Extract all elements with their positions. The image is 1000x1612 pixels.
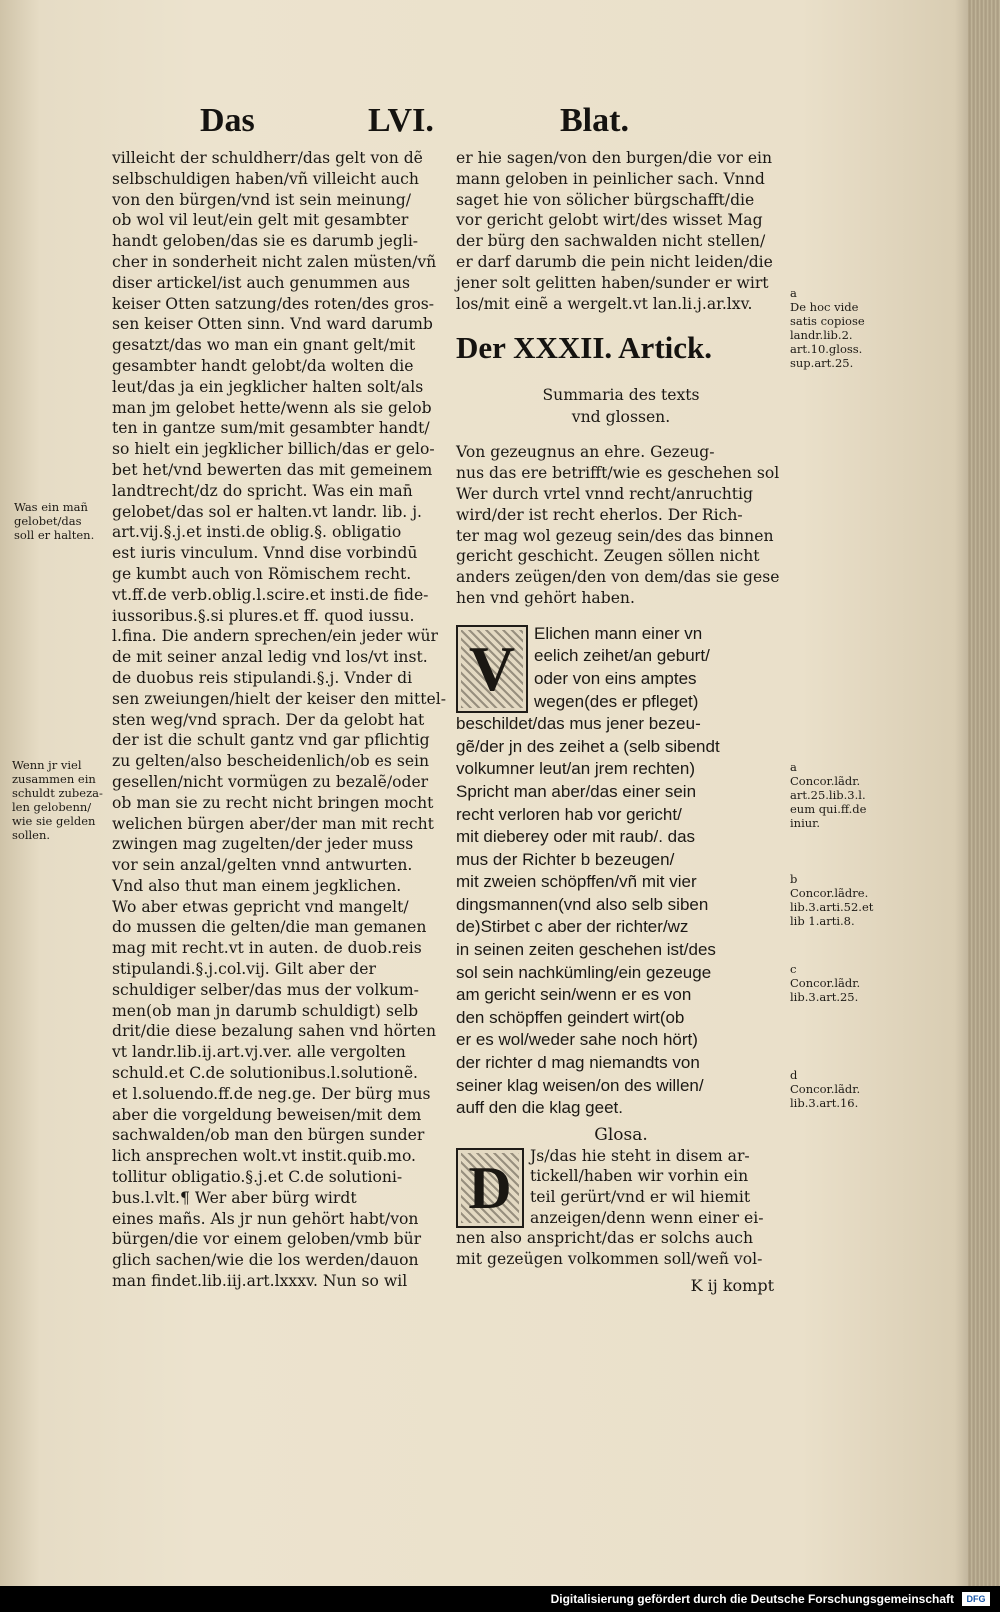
text-line: sten weg/vnd sprach. Der da gelobt hat [112, 710, 425, 729]
text-line: den schöpffen geindert wirt(ob [456, 1007, 685, 1027]
text-line: mit gezeügen volkommen soll/weñ vol- [456, 1249, 763, 1268]
text-line: b [790, 872, 798, 886]
text-line: ge kumbt auch von Römischem recht. [112, 564, 412, 583]
initial-letter: V [468, 632, 516, 704]
text-line: leut/das ja ein jegklicher halten solt/als [112, 377, 424, 396]
text-line: et l.soluendo.ff.de neg.ge. Der bürg mus [112, 1084, 431, 1103]
text-line: lib 1.arti.8. [790, 914, 855, 928]
text-line: a [790, 760, 797, 774]
text-line: recht verloren hab vor gericht/ [456, 804, 682, 824]
left-margin-note [12, 758, 103, 842]
text-line: nus das ere betrifft/wie es geschehen sol [456, 464, 780, 483]
text-line: diser artickel/ist auch genummen aus [112, 273, 410, 292]
text-line: mag mit recht.vt in auten. de duob.reis [112, 939, 422, 958]
text-line: schuld.et C.de solutionibus.l.solutionẽ. [112, 1064, 419, 1083]
text-line: Elichen mann einer vn [534, 623, 703, 643]
text-line: Concor.lãdr. [790, 774, 861, 788]
glosa-body [456, 1146, 786, 1270]
text-line: der ist die schult gantz vnd gar pflichtig [112, 731, 430, 750]
text-line: stipulandi.§.j.col.vij. Gilt aber der [112, 960, 376, 979]
text-line: De hoc vide [790, 300, 859, 314]
text-line: Js/das hie steht in disem ar- [530, 1146, 750, 1165]
text-line: Wo aber etwas gepricht vnd mangelt/ [112, 897, 409, 916]
text-line: gẽ/der jn des zeihet a (selb sibendt [456, 736, 720, 756]
text-line: Vnd also thut man einem jegklichen. [112, 876, 402, 895]
header-left: Das [200, 102, 255, 139]
text-line: schuldiger selber/das mus der volkum- [112, 980, 419, 999]
text-line: eelich zeihet/an geburt/ [534, 646, 710, 666]
text-line: los/mit einẽ a wergelt.vt lan.li.j.ar.lxv. [456, 294, 753, 313]
right-margin-note [790, 962, 860, 1004]
page-edge [968, 0, 1000, 1612]
text-line: man findet.lib.iij.art.lxxxv. Nun so wil [112, 1272, 408, 1291]
text-line: am gericht sein/wenn er es von [456, 985, 692, 1005]
right-margin-note [790, 286, 865, 370]
text-line: gesambter handt gelobt/da wolten die [112, 356, 414, 375]
text-line: keiser Otten satzung/des roten/des gros- [112, 294, 435, 313]
text-line: iniur. [790, 816, 821, 830]
text-line: satis copiose [790, 314, 865, 328]
text-line: seiner klag weisen/on des willen/ [456, 1075, 704, 1095]
right-text-column [456, 148, 786, 1297]
text-line: de duobus reis stipulandi.§.j. Vnder di [112, 668, 413, 687]
text-line: lib.3.art.25. [790, 990, 859, 1004]
summary-heading [456, 384, 786, 428]
text-line: glich sachen/wie die los werden/dauon [112, 1251, 419, 1270]
text-line: de mit seiner anzal ledig vnd los/vt inst. [112, 648, 428, 667]
text-line: bet het/vnd bewerten das mit gemeinem [112, 460, 433, 479]
text-line: beschildet/das mus jener bezeu- [456, 714, 701, 734]
left-margin-note [14, 500, 94, 542]
text-line: in seinen zeiten geschehen ist/des [456, 940, 716, 960]
summary-heading-line: vnd glossen. [571, 408, 671, 427]
text-line: landtrecht/dz do spricht. Was ein man̄ [112, 481, 413, 500]
text-line: Spricht man aber/das einer sein [456, 781, 697, 801]
text-line: er hie sagen/von den burgen/die vor ein [456, 149, 773, 167]
signature-catchword: K ij kompt [690, 1276, 774, 1296]
text-line: ob wol vil leut/ein gelt mit gesambter [112, 211, 409, 230]
text-line: bus.l.vlt.¶ Wer aber bürg wirdt [112, 1188, 357, 1207]
text-line: wie sie gelden [12, 814, 96, 828]
text-line: zusammen ein [12, 772, 96, 786]
summary-heading-line: Summaria des texts [542, 386, 700, 405]
text-line: Concor.lãdre. [790, 886, 869, 900]
text-line: landr.lib.2. [790, 328, 853, 342]
text-line: Wer durch vrtel vnnd recht/anruchtig [456, 484, 753, 503]
text-line: soll er halten. [14, 528, 95, 542]
text-line: Concor.lãdr. [790, 1082, 861, 1096]
article-body [456, 623, 786, 1120]
text-line: lib.3.art.16. [790, 1096, 859, 1110]
text-line: gesellen/nicht vormügen zu bezalẽ/oder [112, 772, 429, 791]
text-line: l.fina. Die andern sprechen/ein jeder wür [112, 627, 438, 646]
text-line: wegen(des er pfleget) [534, 691, 699, 711]
text-line: so hielt ein jegklicher billich/das er gelo- [112, 440, 435, 459]
text-line: der richter d mag niemandts von [456, 1053, 700, 1073]
text-line: lich ansprechen wolt.vt instit.quib.mo. [112, 1147, 417, 1166]
text-line: sachwalden/ob man den bürgen sunder [112, 1126, 425, 1145]
dfg-logo: DFG [962, 1592, 990, 1606]
text-line: d [790, 1068, 798, 1082]
text-line: teil gerürt/vnd er wil hiemit [530, 1188, 751, 1206]
decorated-initial-v [456, 625, 528, 713]
footer-text: Digitalisierung gefördert durch die Deutsche Forschungsgemeinschaft [550, 1592, 954, 1606]
text-line: hen vnd gehört haben. [456, 588, 635, 607]
text-line: von den bürgen/vnd ist sein meinung/ [112, 190, 411, 209]
text-line: drit/die diese bezalung sahen vnd hörten [112, 1022, 437, 1041]
text-line: aber die vorgeldung beweisen/mit dem [112, 1105, 422, 1124]
text-line: oder von eins amptes [534, 668, 697, 688]
text-line: mit zweien schöpffen/vñ mit vier [456, 872, 697, 892]
text-line: sollen. [12, 828, 51, 842]
text-line: bürgen/die vor einem geloben/vmb bür [112, 1230, 422, 1249]
right-margin-note [790, 760, 866, 830]
text-line: Concor.lãdr. [790, 976, 861, 990]
text-line: art.10.gloss. [790, 342, 863, 356]
header-folio-number: LVI. [368, 102, 434, 139]
text-line: dingsmannen(vnd also selb siben [456, 894, 709, 914]
text-line: Von gezeugnus an ehre. Gezeug- [456, 443, 715, 462]
text-line: gelobet/das [14, 514, 82, 528]
text-line: villeicht der schuldherr/das gelt von dẽ [112, 149, 423, 167]
text-line: man jm gelobet hette/wenn als sie gelob [112, 398, 432, 417]
text-line: mann geloben in peinlicher sach. Vnnd [456, 169, 765, 188]
article-heading: Der XXXII. Artick. [456, 330, 713, 366]
right-margin-note [790, 1068, 860, 1110]
text-line: lib.3.arti.52.et [790, 900, 874, 914]
text-line: welichen bürgen aber/der man mit recht [112, 814, 434, 833]
digitization-footer [0, 1586, 1000, 1612]
text-line: zu gelten/also bescheidenlich/ob es sein [112, 752, 430, 771]
text-line: er darf darumb die pein nicht leiden/die [456, 252, 773, 271]
header-right: Blat. [560, 102, 629, 139]
text-line: vt.ff.de verb.oblig.l.scire.et insti.de fide- [112, 585, 429, 604]
text-line: sup.art.25. [790, 356, 854, 370]
text-line: sen keiser Otten sinn. Vnd ward darumb [112, 315, 433, 334]
text-line: do mussen die gelten/die man gemanen [112, 918, 427, 937]
text-line: Was ein mañ [14, 500, 88, 514]
text-line: vt landr.lib.ij.art.vj.ver. alle vergolten [112, 1043, 406, 1062]
text-line: handt geloben/das sie es darumb jegli- [112, 232, 419, 251]
text-line: auff den die klag geet. [456, 1098, 623, 1118]
text-line: art.25.lib.3.l. [790, 788, 866, 802]
text-line: selbschuldigen haben/vñ villeicht auch [112, 169, 419, 188]
text-line: der bürg den sachwalden nicht stellen/ [456, 232, 766, 251]
initial-letter: D [468, 1154, 512, 1221]
text-line: de)Stirbet c aber der richter/wz [456, 917, 689, 937]
text-line: schuldt zubeza- [12, 786, 103, 800]
left-text-column [112, 148, 447, 1292]
text-line: ob man sie zu recht nicht bringen mocht [112, 793, 434, 812]
text-line: gesatzt/das wo man ein gnant gelt/mit [112, 336, 416, 355]
text-line: eum qui.ff.de [790, 802, 867, 816]
text-line: gericht geschicht. Zeugen söllen nicht [456, 547, 760, 566]
text-line: er es wol/weder sahe noch hört) [456, 1030, 698, 1050]
text-line: zwingen mag zugelten/der jeder muss [112, 835, 414, 854]
text-line: wird/der ist recht eherlos. Der Rich- [456, 505, 743, 524]
text-line: jener solt gelitten haben/sunder er wirt [456, 273, 769, 292]
text-line: volkumner leut/an jrem rechten) [456, 759, 696, 779]
text-line: a [790, 286, 797, 300]
text-line: iussoribus.§.si plures.et ff. quod iussu. [112, 606, 415, 625]
text-line: sen zweiungen/hielt der keiser den mittel- [112, 689, 447, 708]
text-line: anders zeügen/den von dem/das sie gese [456, 568, 780, 587]
text-line: tickell/haben wir vorhin ein [530, 1167, 749, 1186]
summary-text [456, 442, 786, 608]
text-line: nen also anspricht/das er solchs auch [456, 1229, 754, 1248]
text-line: mit dieberey oder mit raub/. das [456, 827, 696, 847]
text-line: Wenn jr viel [12, 758, 82, 772]
text-line: sol sein nachkümling/ein gezeuge [456, 962, 712, 982]
right-top-text [456, 148, 786, 314]
page-header [200, 102, 660, 142]
text-line: len gelobenn/ [12, 800, 92, 814]
text-line: gelobet/das sol er halten.vt landr. lib. j. [112, 502, 423, 521]
text-line: vor gericht gelobt wirt/des wisset Mag [456, 211, 763, 230]
text-line: mus der Richter b bezeugen/ [456, 849, 675, 869]
text-line: eines mañs. Als jr nun gehört habt/von [112, 1209, 419, 1228]
text-line: saget hie von sölicher bürgschafft/die [456, 190, 755, 209]
text-line: anzeigen/denn wenn einer ei- [530, 1208, 764, 1227]
text-line: vor sein anzal/gelten vnnd antwurten. [112, 856, 413, 875]
text-line: art.vij.§.j.et insti.de oblig.§. obligatio [112, 523, 402, 542]
text-line: men(ob man jn darumb schuldigt) selb [112, 1001, 419, 1020]
text-line: cher in sonderheit nicht zalen müsten/vñ [112, 252, 437, 271]
text-line: est iuris vinculum. Vnnd dise vorbindū [112, 544, 418, 563]
text-line: ten in gantze sum/mit gesambter handt/ [112, 419, 430, 438]
text-line: ter mag wol gezeug sein/des das binnen [456, 526, 774, 545]
right-margin-note [790, 872, 873, 928]
decorated-initial-d [456, 1148, 524, 1228]
glosa-heading: Glosa. [594, 1124, 648, 1145]
text-line: tollitur obligatio.§.j.et C.de solutioni- [112, 1168, 403, 1187]
text-line: c [790, 962, 797, 976]
